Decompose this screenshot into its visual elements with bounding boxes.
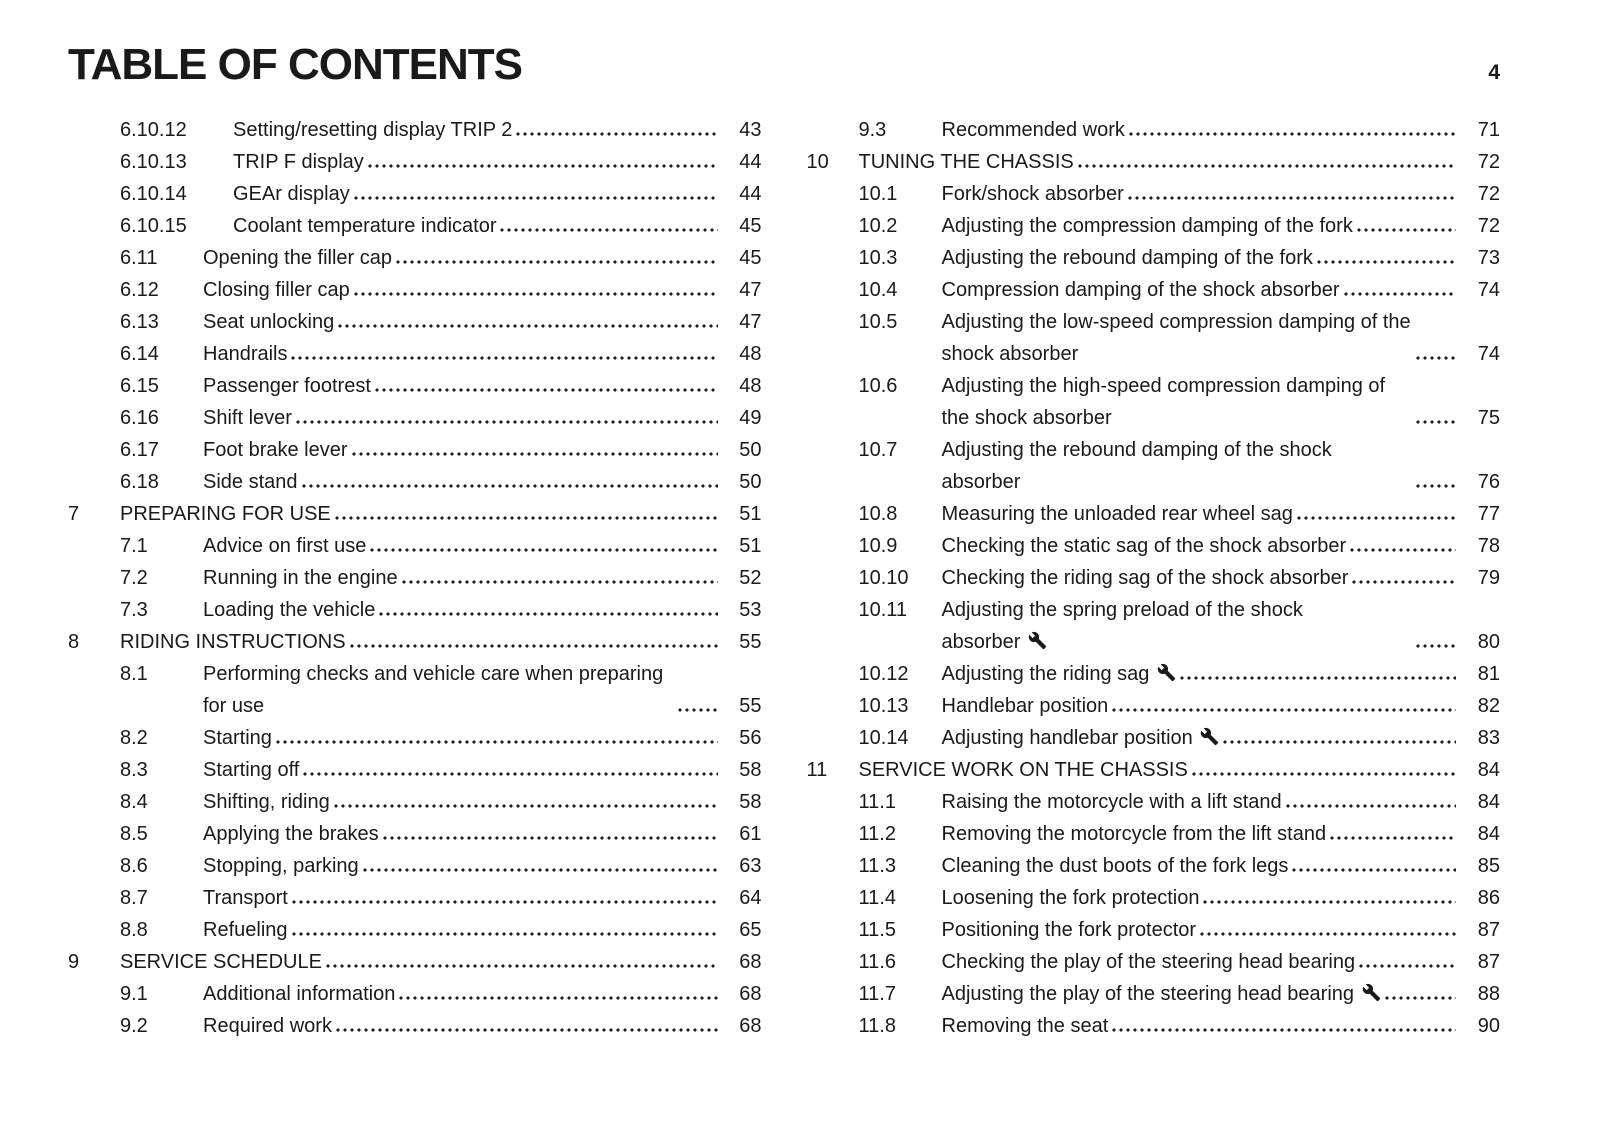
entry-number: 7.1 — [120, 535, 148, 557]
toc-entry-row — [807, 786, 1501, 818]
entry-number: 8.8 — [120, 919, 148, 941]
entry-page-number: 51 — [739, 503, 762, 525]
entry-title: TUNING THE CHASSIS — [858, 151, 1074, 173]
dot-leader — [1359, 964, 1456, 968]
page-number: 4 — [1488, 61, 1500, 84]
entry-number: 10 — [806, 151, 829, 173]
entry-title: Running in the engine — [203, 567, 398, 589]
entry-page-number: 83 — [1477, 727, 1500, 749]
entry-page-number: 74 — [1477, 343, 1500, 365]
entry-page-number: 52 — [739, 567, 762, 589]
entry-number: 10.11 — [858, 599, 908, 621]
entry-title: Foot brake lever — [203, 439, 348, 461]
entry-page-number: 88 — [1477, 983, 1500, 1005]
entry-page-number: 75 — [1477, 407, 1500, 429]
dot-leader — [375, 388, 718, 392]
entry-title: Shift lever — [203, 407, 292, 429]
dot-leader — [326, 964, 718, 968]
entry-title: Raising the motorcycle with a lift stand — [941, 791, 1282, 813]
dot-leader — [379, 612, 717, 616]
dot-leader — [1128, 196, 1456, 200]
wrench-icon — [1157, 658, 1176, 690]
entry-page-number: 56 — [739, 727, 762, 749]
wrench-icon — [1362, 978, 1381, 1010]
entry-page-number: 47 — [739, 279, 762, 301]
entry-number: 11.2 — [858, 823, 896, 845]
entry-number: 8.3 — [120, 759, 148, 781]
dot-leader — [292, 932, 718, 936]
toc-entry-row — [807, 850, 1501, 882]
entry-number: 10.12 — [858, 663, 909, 685]
entry-title: Measuring the unloaded rear wheel sag — [941, 503, 1293, 525]
toc-entry-row — [807, 434, 1501, 498]
entry-title: Shifting, riding — [203, 791, 330, 813]
entry-title: Transport — [203, 887, 288, 909]
toc-entry-row — [807, 242, 1501, 274]
entry-page-number: 68 — [739, 983, 762, 1005]
entry-title: Seat unlocking — [203, 311, 335, 333]
dot-leader — [1416, 644, 1456, 648]
toc-column-right — [807, 114, 1501, 1042]
dot-leader — [383, 836, 718, 840]
entry-page-number: 63 — [739, 855, 762, 877]
entry-title: Cleaning the dust boots of the fork legs — [941, 855, 1289, 877]
dot-leader — [350, 644, 718, 648]
entry-number: 11.6 — [858, 951, 896, 973]
entry-title: Loosening the fork protection — [941, 887, 1200, 909]
entry-page-number: 84 — [1477, 823, 1500, 845]
toc-entry-row — [68, 754, 762, 786]
entry-title: Starting — [203, 727, 272, 749]
entry-title: Adjusting the spring preload of the shock absorber — [942, 594, 1413, 658]
entry-page-number: 71 — [1477, 119, 1500, 141]
dot-leader — [678, 708, 718, 712]
dot-leader — [1344, 292, 1457, 296]
entry-page-number: 51 — [739, 535, 762, 557]
toc-entry-row — [807, 530, 1501, 562]
entry-title: Adjusting the low-speed compression damping of the shock absorber — [941, 311, 1411, 365]
toc-entry-row — [807, 818, 1501, 850]
entry-page-number: 68 — [739, 1015, 762, 1037]
toc-entry-row — [807, 370, 1501, 434]
entry-page-number: 72 — [1477, 151, 1500, 173]
entry-title: Checking the riding sag of the shock absorber — [941, 567, 1349, 589]
dot-leader — [1317, 260, 1456, 264]
toc-entry-row — [68, 594, 762, 626]
entry-page-number: 74 — [1477, 279, 1500, 301]
entry-number: 11.8 — [858, 1015, 896, 1037]
toc-entry-row — [68, 210, 762, 242]
entry-title: Starting off — [203, 759, 300, 781]
entry-page-number: 68 — [739, 951, 762, 973]
toc-entry-row — [68, 146, 762, 178]
entry-number: 10.8 — [858, 503, 898, 525]
toc-chapter-row — [68, 946, 762, 978]
toc-entry-row — [807, 946, 1501, 978]
entry-number: 10.5 — [858, 311, 898, 333]
toc-entry-row — [807, 658, 1501, 690]
entry-title: Handlebar position — [941, 695, 1109, 717]
toc-entry-row — [807, 722, 1501, 754]
toc-chapter-row — [807, 146, 1501, 178]
entry-page-number: 90 — [1477, 1015, 1500, 1037]
entry-title: GEAr display — [233, 183, 350, 205]
toc-entry-row — [807, 562, 1501, 594]
toc-entry-row — [68, 818, 762, 850]
entry-page-number: 45 — [739, 247, 762, 269]
dot-leader — [292, 900, 718, 904]
entry-page-number: 58 — [739, 759, 762, 781]
toc-entry-row — [68, 722, 762, 754]
dot-leader — [336, 1028, 718, 1032]
entry-number: 10.2 — [858, 215, 898, 237]
entry-number: 8 — [68, 631, 80, 653]
entry-page-number: 44 — [739, 183, 762, 205]
entry-title: PREPARING FOR USE — [120, 503, 331, 525]
dot-leader — [276, 740, 718, 744]
toc-entry-row — [807, 914, 1501, 946]
dot-leader — [1416, 484, 1456, 488]
toc-entry-row — [807, 498, 1501, 530]
entry-number: 9 — [68, 951, 80, 973]
entry-title: Side stand — [203, 471, 298, 493]
toc-entry-row — [68, 530, 762, 562]
entry-title: Adjusting the rebound damping of the shock absorber — [941, 439, 1332, 493]
toc-entry-row — [68, 434, 762, 466]
entry-number: 8.2 — [120, 727, 148, 749]
entry-number: 6.10.15 — [120, 215, 187, 237]
entry-page-number: 82 — [1477, 695, 1500, 717]
entry-number: 6.11 — [120, 247, 158, 269]
toc-entry-row — [68, 978, 762, 1010]
dot-leader — [1192, 772, 1456, 776]
toc-entry-row — [68, 274, 762, 306]
entry-number: 10.10 — [858, 567, 909, 589]
entry-number: 9.1 — [120, 983, 148, 1005]
entry-title: Positioning the fork protector — [941, 919, 1197, 941]
entry-page-number: 79 — [1477, 567, 1500, 589]
entry-number: 6.12 — [120, 279, 159, 301]
entry-page-number: 64 — [739, 887, 762, 909]
entry-title: Handrails — [203, 343, 288, 365]
dot-leader — [399, 996, 717, 1000]
entry-title: Refueling — [203, 919, 288, 941]
entry-number: 10.7 — [858, 439, 898, 461]
dot-leader — [1416, 356, 1456, 360]
entry-title: Opening the filler cap — [203, 247, 393, 269]
toc-entry-row — [807, 306, 1501, 370]
dot-leader — [1385, 996, 1456, 1000]
toc-entry-row — [68, 1010, 762, 1042]
toc-entry-row — [68, 338, 762, 370]
dot-leader — [1297, 516, 1456, 520]
toc-entry-row — [807, 1010, 1501, 1042]
entry-number: 11.4 — [858, 887, 896, 909]
entry-page-number: 49 — [739, 407, 762, 429]
entry-title: Removing the seat — [941, 1015, 1109, 1037]
dot-leader — [334, 804, 718, 808]
entry-title: Fork/shock absorber — [941, 183, 1124, 205]
entry-number: 10.4 — [858, 279, 898, 301]
entry-page-number: 72 — [1477, 215, 1500, 237]
toc-entry-row — [68, 466, 762, 498]
wrench-icon — [1028, 626, 1047, 658]
entry-number: 9.3 — [858, 119, 887, 141]
entry-number: 8.7 — [120, 887, 148, 909]
entry-title: Loading the vehicle — [203, 599, 376, 621]
dot-leader — [352, 452, 718, 456]
entry-title: Closing filler cap — [203, 279, 350, 301]
toc-entry-row — [68, 914, 762, 946]
entry-page-number: 48 — [739, 375, 762, 397]
entry-number: 6.10.14 — [120, 183, 187, 205]
entry-page-number: 81 — [1477, 663, 1500, 685]
entry-page-number: 87 — [1477, 919, 1500, 941]
toc-columns — [68, 114, 1500, 1042]
entry-title: Required work — [203, 1015, 332, 1037]
entry-number: 7 — [68, 503, 80, 525]
dot-leader — [354, 292, 718, 296]
entry-title: Removing the motorcycle from the lift stand — [941, 823, 1327, 845]
entry-title: RIDING INSTRUCTIONS — [120, 631, 346, 653]
dot-leader — [1350, 548, 1456, 552]
dot-leader — [370, 548, 717, 552]
entry-page-number: 47 — [739, 311, 762, 333]
entry-page-number: 61 — [739, 823, 762, 845]
entry-number: 10.6 — [858, 375, 898, 397]
toc-entry-row — [68, 850, 762, 882]
entry-title: Adjusting handlebar position — [942, 722, 1220, 754]
entry-number: 8.6 — [120, 855, 148, 877]
toc-entry-row — [68, 114, 762, 146]
dot-leader — [1180, 676, 1456, 680]
entry-title: SERVICE SCHEDULE — [120, 951, 322, 973]
entry-title: Additional information — [203, 983, 396, 1005]
entry-title: Checking the static sag of the shock absorber — [941, 535, 1347, 557]
dot-leader — [354, 196, 718, 200]
entry-number: 10.3 — [858, 247, 898, 269]
dot-leader — [500, 228, 717, 232]
dot-leader — [1112, 1028, 1456, 1032]
dot-leader — [1357, 228, 1456, 232]
dot-leader — [1330, 836, 1456, 840]
entry-number: 6.10.12 — [120, 119, 187, 141]
entry-number: 6.17 — [120, 439, 159, 461]
entry-title: Checking the play of the steering head bearing — [941, 951, 1356, 973]
entry-page-number: 55 — [739, 631, 762, 653]
entry-title: Adjusting the rebound damping of the fork — [941, 247, 1313, 269]
entry-page-number: 84 — [1477, 791, 1500, 813]
entry-number: 10.14 — [858, 727, 909, 749]
dot-leader — [1352, 580, 1456, 584]
entry-number: 7.3 — [120, 599, 148, 621]
entry-page-number: 87 — [1477, 951, 1500, 973]
entry-number: 6.10.13 — [120, 151, 187, 173]
entry-page-number: 48 — [739, 343, 762, 365]
entry-number: 10.9 — [858, 535, 898, 557]
toc-entry-row — [68, 402, 762, 434]
entry-number: 7.2 — [120, 567, 148, 589]
entry-page-number: 86 — [1477, 887, 1500, 909]
entry-page-number: 55 — [739, 695, 762, 717]
entry-page-number: 78 — [1477, 535, 1500, 557]
toc-entry-row — [807, 882, 1501, 914]
toc-entry-row — [68, 786, 762, 818]
toc-entry-row — [68, 370, 762, 402]
wrench-icon — [1200, 722, 1219, 754]
entry-number: 9.2 — [120, 1015, 148, 1037]
entry-page-number: 77 — [1477, 503, 1500, 525]
entry-page-number: 80 — [1477, 631, 1500, 653]
entry-title: Advice on first use — [203, 535, 367, 557]
dot-leader — [335, 516, 718, 520]
dot-leader — [291, 356, 717, 360]
entry-page-number: 50 — [739, 439, 762, 461]
entry-page-number: 76 — [1477, 471, 1500, 493]
entry-number: 11.1 — [858, 791, 896, 813]
toc-entry-row — [807, 978, 1501, 1010]
dot-leader — [1078, 164, 1456, 168]
dot-leader — [516, 132, 717, 136]
toc-entry-row — [807, 690, 1501, 722]
toc-entry-row — [807, 274, 1501, 306]
dot-leader — [1223, 740, 1456, 744]
entry-title: Adjusting the riding sag — [942, 658, 1176, 690]
dot-leader — [1200, 932, 1456, 936]
page-title: TABLE OF CONTENTS — [68, 40, 522, 89]
entry-page-number: 45 — [739, 215, 762, 237]
entry-title: Compression damping of the shock absorber — [941, 279, 1340, 301]
entry-title: Passenger footrest — [203, 375, 371, 397]
dot-leader — [296, 420, 718, 424]
dot-leader — [338, 324, 717, 328]
dot-leader — [402, 580, 718, 584]
dot-leader — [1203, 900, 1456, 904]
dot-leader — [302, 484, 718, 488]
entry-title: TRIP F display — [233, 151, 364, 173]
toc-entry-row — [68, 178, 762, 210]
dot-leader — [1416, 420, 1456, 424]
toc-chapter-row — [68, 498, 762, 530]
toc-entry-row — [68, 242, 762, 274]
entry-page-number: 43 — [739, 119, 762, 141]
entry-number: 6.13 — [120, 311, 159, 333]
entry-title: Adjusting the play of the steering head bearing — [942, 978, 1381, 1010]
entry-number: 8.5 — [120, 823, 148, 845]
entry-title: Recommended work — [941, 119, 1125, 141]
entry-number: 6.14 — [120, 343, 159, 365]
entry-number: 6.15 — [120, 375, 159, 397]
entry-title: Adjusting the high-speed compression damping of the shock absorber — [941, 375, 1386, 429]
page-header — [68, 40, 1500, 90]
dot-leader — [368, 164, 718, 168]
entry-page-number: 72 — [1477, 183, 1500, 205]
entry-number: 6.16 — [120, 407, 159, 429]
toc-chapter-row — [807, 754, 1501, 786]
entry-number: 6.18 — [120, 471, 159, 493]
entry-number: 11.5 — [858, 919, 896, 941]
entry-page-number: 73 — [1477, 247, 1500, 269]
dot-leader — [396, 260, 717, 264]
dot-leader — [1286, 804, 1456, 808]
toc-chapter-row — [68, 626, 762, 658]
toc-entry-row — [68, 882, 762, 914]
entry-number: 10.13 — [858, 695, 909, 717]
entry-page-number: 50 — [739, 471, 762, 493]
toc-entry-row — [68, 658, 762, 722]
entry-number: 11.7 — [858, 983, 896, 1005]
entry-page-number: 84 — [1477, 759, 1500, 781]
dot-leader — [363, 868, 718, 872]
toc-column-left — [68, 114, 762, 1042]
entry-title: SERVICE WORK ON THE CHASSIS — [858, 759, 1188, 781]
entry-number: 10.1 — [858, 183, 898, 205]
toc-entry-row — [807, 594, 1501, 658]
toc-entry-row — [807, 178, 1501, 210]
entry-page-number: 58 — [739, 791, 762, 813]
entry-title: Adjusting the compression damping of the fork — [941, 215, 1353, 237]
dot-leader — [1129, 132, 1456, 136]
entry-title: Performing checks and vehicle care when preparing for use — [203, 663, 664, 717]
entry-page-number: 44 — [739, 151, 762, 173]
entry-number: 8.1 — [120, 663, 148, 685]
entry-title: Stopping, parking — [203, 855, 359, 877]
toc-entry-row — [807, 114, 1501, 146]
toc-entry-row — [68, 306, 762, 338]
dot-leader — [1292, 868, 1456, 872]
entry-title: Applying the brakes — [203, 823, 379, 845]
toc-entry-row — [68, 562, 762, 594]
toc-entry-row — [807, 210, 1501, 242]
entry-title: Coolant temperature indicator — [233, 215, 497, 237]
entry-page-number: 65 — [739, 919, 762, 941]
entry-number: 11.3 — [858, 855, 896, 877]
entry-title: Setting/resetting display TRIP 2 — [233, 119, 513, 141]
dot-leader — [303, 772, 717, 776]
entry-page-number: 85 — [1477, 855, 1500, 877]
entry-number: 8.4 — [120, 791, 148, 813]
dot-leader — [1112, 708, 1456, 712]
entry-number: 11 — [806, 759, 828, 781]
entry-page-number: 53 — [739, 599, 762, 621]
